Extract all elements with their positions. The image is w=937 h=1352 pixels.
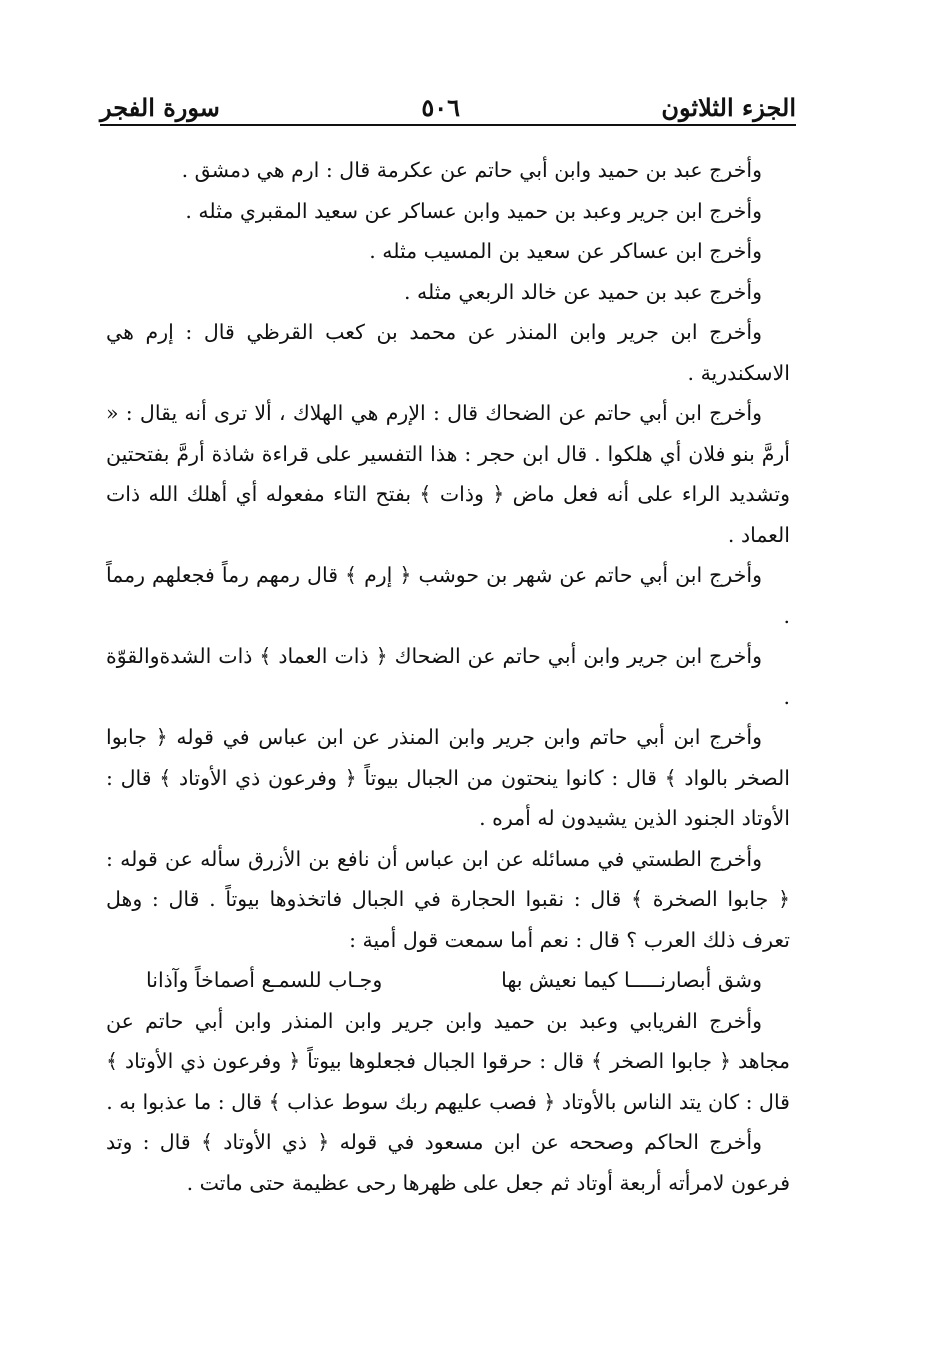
paragraph: وأخرج الفريابي وعبد بن حميد وابن جرير وابن المنذر وابن أبي حاتم عن مجاهد ﴿ جابوا الصخر ﴾ قال : حرقوا الجبال فجعلوها بيوتاً ﴿ وفرعون ذي الأوتاد ﴾ قال : كان يتد الناس بالأوتاد ﴿ فصب عليهم ربك سوط عذاب ﴾ قال : ما عذبوا به . [106, 1008, 790, 1114]
paragraph: وأخرج ابن عساكر عن سعيد بن المسيب مثله . [369, 239, 762, 263]
poetry-verse [106, 960, 790, 1001]
paragraph: وأخرج ابن أبي حاتم وابن جرير وابن المنذر عن ابن عباس في قوله ﴿ جابوا الصخر بالواد ﴾ قال : كانوا ينحتون من الجبال بيوتاً ﴿ وفرعون ذي الأوتاد ﴾ قال : الأوتاد الجنود الذين يشيدون له أمره . [106, 725, 790, 830]
part-title: الجزء الثلاثون [661, 93, 796, 122]
page-body [106, 150, 790, 1203]
paragraph: وأخرج ابن أبي حاتم عن الضحاك قال : الإرم هي الهلاك ، ألا ترى أنه يقال : « أرمَّ بنو فلان أي هلكوا . قال ابن حجر : هذا التفسير على قراءة شاذة أرمَّ بفتحتين وتشديد الراء على أنه فعل ماض ﴿ وذات ﴾ بفتح التاء مفعوله أي أهلك الله ذات العماد . [106, 401, 790, 547]
paragraph: وأخرج ابن جرير وعبد بن حميد وابن عساكر عن سعيد المقبري مثله . [185, 198, 762, 223]
page-number: ٥٠٦ [421, 93, 460, 122]
paragraph: وأخرج الحاكم وصححه عن ابن مسعود في قوله ﴿ ذي الأوتاد ﴾ قال : وتد فرعون لامرأته أربعة أوتاد ثم جعل على ظهرها رحى عظيمة حتى ماتت . [106, 1130, 790, 1195]
paragraph: وأخرج عبد بن حميد عن خالد الربعي مثله . [403, 279, 762, 304]
paragraph: وأخرج ابن جرير وابن المنذر عن محمد بن كعب القرظي قال : إرم هي الاسكندرية . [106, 320, 790, 385]
paragraph: وأخرج ابن أبي حاتم عن شهر بن حوشب ﴿ إرم ﴾ قال رمهم رماً فجعلهم رمماً . [106, 563, 790, 628]
verse-second-hemistich: وجـاب للسمـع أصماخاً وآذانا [146, 968, 383, 992]
paragraph: وأخرج ابن جرير وابن أبي حاتم عن الضحاك ﴿ ذات العماد ﴾ ذات الشدةوالقوّة . [106, 644, 790, 709]
paragraph: وأخرج الطستي في مسائله عن ابن عباس أن نافع بن الأزرق سأله عن قوله : ﴿ جابوا الصخرة ﴾ قال : نقبوا الحجارة في الجبال فاتخذوها بيوتاً . قال : وهل تعرف ذلك العرب ؟ قال : نعم أما سمعت قول أمية : [106, 846, 790, 952]
surah-title: سورة الفجر [100, 93, 220, 122]
paragraph: وأخرج عبد بن حميد وابن أبي حاتم عن عكرمة قال : ارم هي دمشق . [181, 158, 762, 182]
verse-first-hemistich: وشق أبصارنـــــا كيما نعيش بها [501, 968, 762, 992]
page-header [100, 78, 796, 122]
header-divider [100, 124, 796, 126]
